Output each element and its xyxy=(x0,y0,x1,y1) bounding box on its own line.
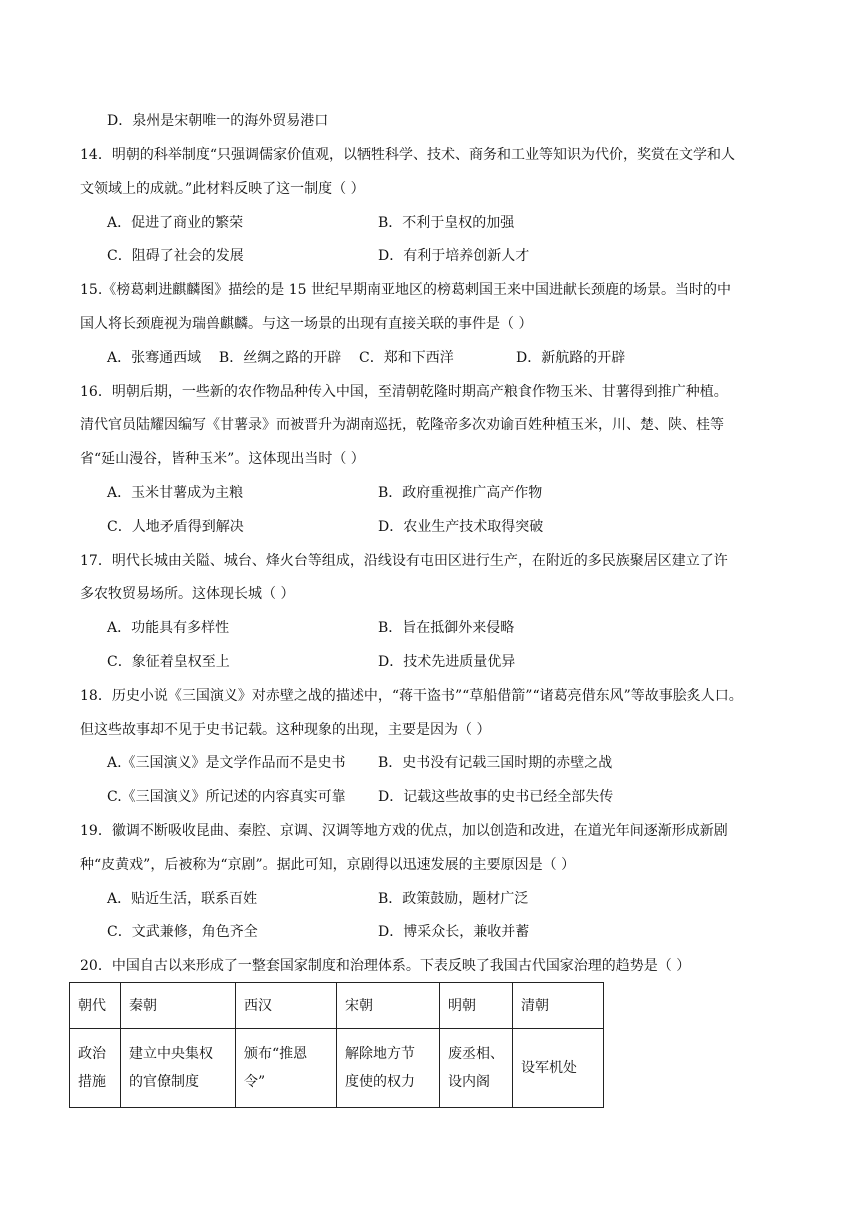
q19-option-d: D．博采众长，兼收并蓄 xyxy=(378,924,530,940)
cell-line: 令” xyxy=(244,1074,266,1090)
q18-option-c: C.《三国演义》所记述的内容真实可靠 xyxy=(107,789,346,805)
cell-line: 解除地方节 xyxy=(345,1046,415,1062)
cell-line: 建立中央集权 xyxy=(129,1046,213,1062)
q16-option-c: C．人地矛盾得到解决 xyxy=(107,519,244,535)
q19-option-b: B．政策鼓励，题材广泛 xyxy=(378,891,529,907)
table-header-cell: 西汉 xyxy=(236,983,337,1029)
table-row xyxy=(70,1029,604,1108)
table-header-row xyxy=(70,983,604,1029)
q19-stem-line2: 种“皮黄戏”，后被称为“京剧”。据此可知，京剧得以迅速发展的主要原因是（ ） xyxy=(80,857,576,873)
q20-stem: 20．中国自古以来形成了一整套国家制度和治理体系。下表反映了我国古代国家治理的趋势是（ ） xyxy=(80,958,691,974)
q16-option-d: D．农业生产技术取得突破 xyxy=(378,519,544,535)
table-cell-ming xyxy=(440,1029,513,1108)
cell-line: 措施 xyxy=(78,1074,106,1090)
table-header-cell: 朝代 xyxy=(70,983,121,1029)
table-header-cell: 宋朝 xyxy=(337,983,440,1029)
q15-stem-line1: 15.《榜葛剌进麒麟图》描绘的是 15 世纪早期南亚地区的榜葛剌国王来中国进献长颈鹿的场景。当时的中 xyxy=(80,282,731,298)
q19-option-c: C．文武兼修，角色齐全 xyxy=(107,924,258,940)
q18-option-b: B．史书没有记载三国时期的赤壁之战 xyxy=(378,755,613,771)
q15-stem-line2: 国人将长颈鹿视为瑞兽麒麟。与这一场景的出现有直接关联的事件是（ ） xyxy=(80,316,533,332)
q16-stem-line1: 16．明朝后期，一些新的农作物品种传入中国，至清朝乾隆时期高产粮食作物玉米、甘薯得到推广种植。 xyxy=(80,384,728,400)
q14-option-b: B．不利于皇权的加强 xyxy=(378,215,515,231)
cell-line: 的官僚制度 xyxy=(129,1074,199,1090)
q16-stem-line3: 省“延山漫谷，皆种玉米”。这体现出当时（ ） xyxy=(80,451,365,467)
q16-option-a: A．玉米甘薯成为主粮 xyxy=(107,485,244,501)
q18-option-d: D．记载这些故事的史书已经全部失传 xyxy=(378,789,614,805)
q14-option-c: C．阻碍了社会的发展 xyxy=(107,248,244,264)
q13-option-d: D．泉州是宋朝唯一的海外贸易港口 xyxy=(107,113,329,129)
q18-option-a: A.《三国演义》是文学作品而不是史书 xyxy=(107,755,346,771)
q14-option-a: A．促进了商业的繁荣 xyxy=(107,215,244,231)
q17-option-b: B．旨在抵御外来侵略 xyxy=(378,620,515,636)
table-cell-row-label xyxy=(70,1029,121,1108)
table-cell-xihan xyxy=(236,1029,337,1108)
q16-option-b: B．政府重视推广高产作物 xyxy=(378,485,543,501)
table-cell-song xyxy=(337,1029,440,1108)
table-cell-qing xyxy=(513,1029,604,1108)
q16-stem-line2: 清代官员陆耀因编写《甘薯录》而被晋升为湖南巡抚，乾隆帝多次劝谕百姓种植玉米，川、楚、陕、桂等 xyxy=(80,417,724,433)
q14-option-d: D．有利于培养创新人才 xyxy=(378,248,530,264)
q17-stem-line1: 17．明代长城由关隘、城台、烽火台等组成，沿线设有屯田区进行生产，在附近的多民族聚居区建立了许 xyxy=(80,553,728,569)
table-header-cell: 明朝 xyxy=(440,983,513,1029)
table-header-cell: 秦朝 xyxy=(121,983,236,1029)
cell-line: 颁布“推恩 xyxy=(244,1046,308,1062)
cell-line: 度使的权力 xyxy=(345,1074,415,1090)
q19-stem-line1: 19．徽调不断吸收昆曲、秦腔、京调、汉调等地方戏的优点，加以创造和改进，在道光年间逐渐形成新剧 xyxy=(80,823,728,839)
q17-option-d: D．技术先进质量优异 xyxy=(378,654,516,670)
governance-table xyxy=(69,982,604,1108)
q19-option-a: A．贴近生活，联系百姓 xyxy=(107,891,258,907)
q14-stem-line1: 14．明朝的科举制度“只强调儒家价值观，以牺牲科学、技术、商务和工业等知识为代价，奖赏在文学和人 xyxy=(80,147,735,163)
cell-line: 政治 xyxy=(78,1046,106,1062)
table-header-cell: 清朝 xyxy=(513,983,604,1029)
q14-stem-line2: 文领域上的成就。”此材料反映了这一制度（ ） xyxy=(80,181,365,197)
q17-option-a: A．功能具有多样性 xyxy=(107,620,230,636)
table-cell-qin xyxy=(121,1029,236,1108)
cell-line: 废丞相、 xyxy=(448,1046,504,1062)
q18-stem-line2: 但这些故事却不见于史书记载。这种现象的出现，主要是因为（ ） xyxy=(80,722,491,738)
q17-option-c: C．象征着皇权至上 xyxy=(107,654,230,670)
q18-stem-line1: 18．历史小说《三国演义》对赤壁之战的描述中，“蒋干盗书”“草船借箭”“诸葛亮借东风”等故事脍炙人口。 xyxy=(80,688,743,704)
q15-options: A．张骞通西域 B．丝绸之路的开辟 C．郑和下西洋 D．新航路的开辟 xyxy=(107,350,626,366)
cell-line: 设军机处 xyxy=(521,1060,577,1076)
q17-stem-line2: 多农牧贸易场所。这体现长城（ ） xyxy=(80,586,295,602)
cell-line: 设内阁 xyxy=(448,1074,490,1090)
